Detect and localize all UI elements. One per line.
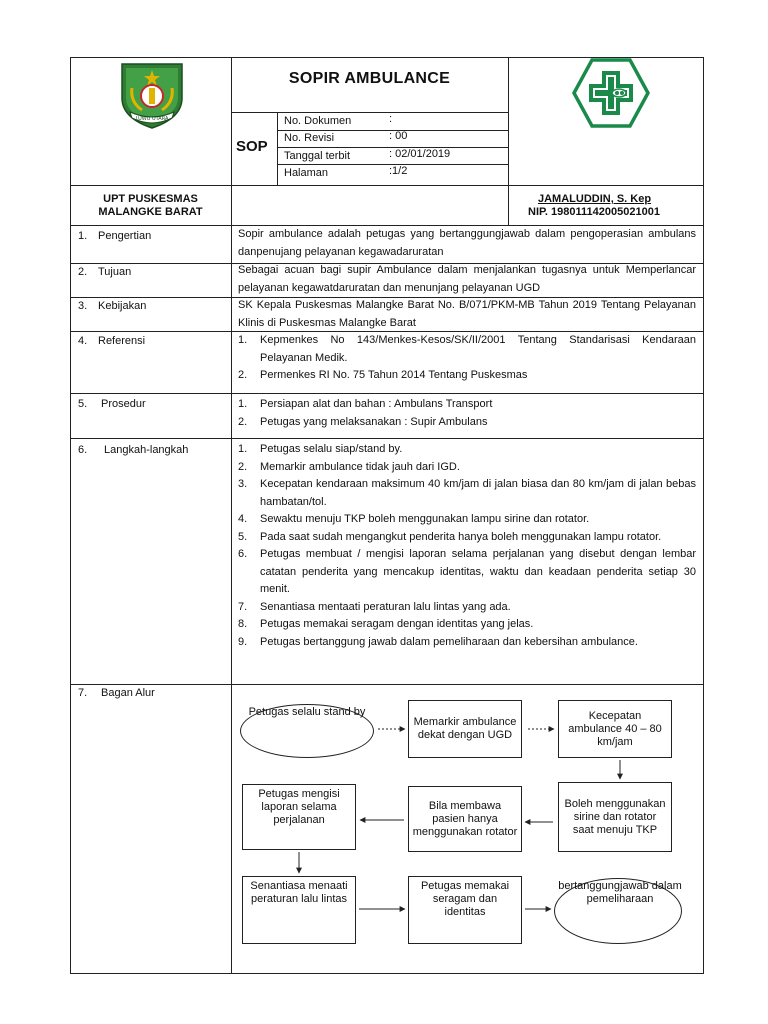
flow-node-rotator: Bila membawa pasien hanya menggunakan rotator [408, 786, 522, 852]
list-number: 8. [238, 618, 248, 630]
list-text: Sewaktu menuju TKP boleh menggunakan lampu sirine dan rotator. [260, 513, 590, 525]
meta-label: Tanggal terbit [284, 150, 351, 162]
org-name-line1: UPT PUSKESMAS [103, 193, 198, 205]
svg-text:LUWU UTARA: LUWU UTARA [135, 116, 169, 122]
section-number: 4. [78, 335, 88, 347]
meta-label: Halaman [284, 167, 329, 179]
document-title: SOPIR AMBULANCE [288, 70, 451, 87]
flow-node-sirine: Boleh menggunakan sirine dan rotator saat menuju TKP [558, 782, 672, 852]
list-number: 7. [238, 600, 248, 613]
section-number: 6. [78, 444, 88, 456]
list-text: Kecepatan kendaraan maksimum 40 km/jam di jalan biasa dan 80 km/jam di jalan bebas hambatan/tol. [260, 478, 696, 508]
list-text: Permenkes RI No. 75 Tahun 2014 Tentang Puskesmas [260, 369, 528, 381]
list-text: Petugas membuat / mengisi laporan selama perjalanan yang disebut dengan lembar catatan penderita yang mencakup identitas, waktu dan keadaan penderita setiap 30 menit. [260, 548, 696, 595]
kebijakan-text: SK Kepala Puskesmas Malangke Barat No. B/071/PKM-MB Tahun 2019 Tentang Pelayanan Klinis di Puskesmas Malangke Barat [238, 299, 696, 329]
section-label-bagan-alur: Bagan Alur [101, 687, 155, 699]
section-label-tujuan: Tujuan [98, 266, 132, 278]
list-number: 2. [238, 416, 248, 428]
meta-label: No. Dokumen [284, 115, 352, 127]
section-number: 2. [78, 266, 88, 278]
list-number: 2. [238, 460, 248, 473]
list-text: Pada saat sudah mengangkut penderita hanya boleh menggunakan lampu rotator. [260, 530, 662, 543]
signer-nip: NIP. 198011142005021001 [528, 206, 660, 218]
section-label-prosedur: Prosedur [101, 398, 146, 410]
list-text: Petugas memakai seragam dengan identitas yang jelas. [260, 618, 534, 630]
list-number: 4. [238, 513, 248, 525]
flow-node-menaati: Senantiasa menaati peraturan lalu lintas [242, 876, 356, 944]
flow-node-laporan: Petugas mengisi laporan selama perjalanan [242, 784, 356, 850]
flow-node-pemeliharaan: bertanggungjawab dalam pemeliharaan [558, 880, 682, 905]
list-text: Memarkir ambulance tidak jauh dari IGD. [260, 460, 460, 473]
list-number: 1. [238, 398, 248, 410]
section-label-referensi: Referensi [98, 335, 146, 347]
list-text: Petugas bertanggung jawab dalam pemeliharaan dan kebersihan ambulance. [260, 635, 638, 648]
section-label-pengertian: Pengertian [98, 230, 152, 242]
meta-value: :1/2 [389, 165, 408, 177]
list-text: Petugas selalu siap/stand by. [260, 443, 403, 455]
list-text: Senantiasa mentaati peraturan lalu lintas yang ada. [260, 600, 511, 613]
section-number: 7. [78, 687, 88, 699]
flow-node-seragam: Petugas memakai seragam dan identitas [408, 876, 522, 944]
list-text: Petugas yang melaksanakan : Supir Ambulans [260, 416, 488, 428]
flow-node-kecepatan: Kecepatan ambulance 40 – 80 km/jam [558, 700, 672, 758]
sop-label: SOP [236, 138, 268, 155]
list-number: 2. [238, 369, 248, 381]
meta-value: : 00 [389, 130, 408, 142]
list-number: 5. [238, 530, 248, 543]
list-number: 1. [238, 443, 248, 455]
list-number: 3. [238, 478, 248, 490]
section-number: 3. [78, 300, 88, 312]
section-label-langkah: Langkah-langkah [104, 444, 189, 456]
pengertian-text: Sopir ambulance adalah petugas yang bertanggungjawab dalam pengoperasian ambulans danpenujang pelayanan kegawadaruratan [238, 228, 696, 258]
meta-value: : 02/01/2019 [389, 148, 451, 160]
section-number: 5. [78, 398, 88, 410]
flow-node-standby: Petugas selalu stand by [248, 706, 366, 718]
meta-value: : [389, 113, 393, 125]
list-number: 1. [238, 334, 248, 346]
flow-node-memarkir: Memarkir ambulance dekat dengan UGD [408, 700, 522, 758]
list-text: Kepmenkes No 143/Menkes-Kesos/SK/II/2001 Tentang Standarisasi Kendaraan Pelayanan Medik. [260, 334, 696, 364]
tujuan-text: Sebagai acuan bagi supir Ambulance dalam menjalankan tugasnya untuk Memperlancar pelayanan kegawatdaruratan dan menunjang pelayanan UGD [238, 264, 696, 294]
section-number: 1. [78, 230, 88, 242]
signer-name: JAMALUDDIN, S. Kep [538, 193, 652, 205]
list-text: Persiapan alat dan bahan : Ambulans Transport [260, 398, 493, 410]
section-label-kebijakan: Kebijakan [98, 300, 147, 312]
list-number: 6. [238, 548, 248, 560]
meta-label: No. Revisi [284, 132, 335, 144]
list-number: 9. [238, 635, 248, 648]
org-name-line2: MALANGKE BARAT [98, 206, 203, 218]
